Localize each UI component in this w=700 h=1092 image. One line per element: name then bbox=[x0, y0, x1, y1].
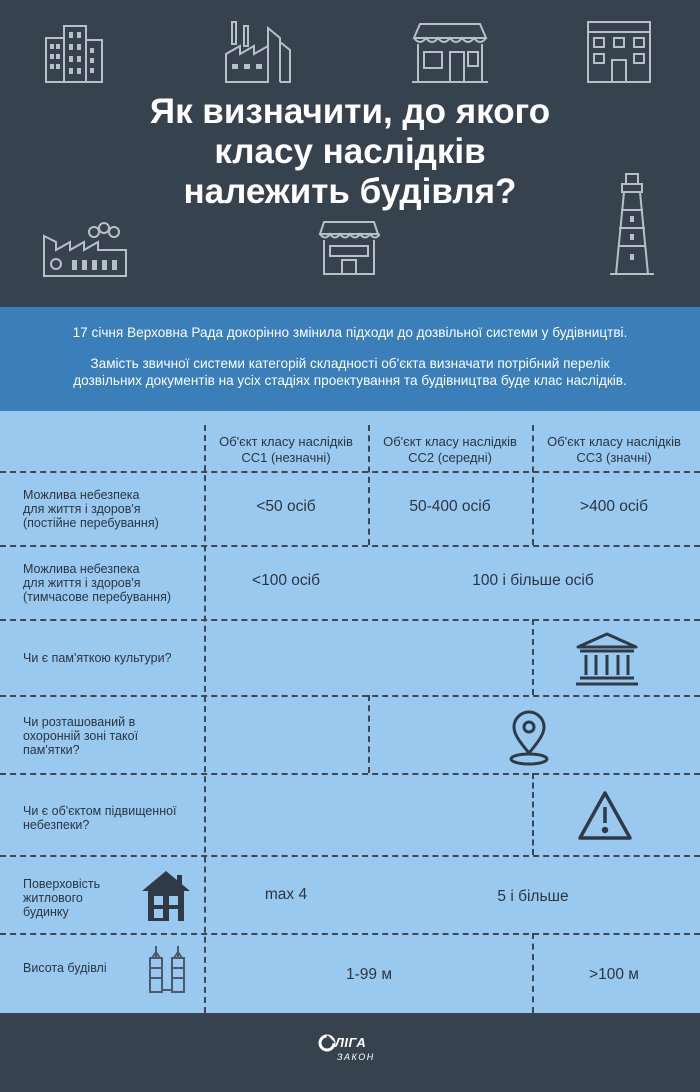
warning-icon bbox=[576, 789, 634, 843]
row-divider bbox=[0, 773, 700, 775]
cell-cc23-temporary: 100 і більше осіб bbox=[472, 572, 594, 589]
row-label-line: будинку bbox=[23, 905, 69, 919]
row-label-protected-zone bbox=[23, 715, 138, 757]
industrial-plant-icon bbox=[42, 222, 128, 278]
page-title bbox=[60, 92, 640, 212]
row-label-floors bbox=[23, 877, 100, 919]
intro-band bbox=[0, 307, 700, 411]
column-header-cc2 bbox=[370, 434, 530, 466]
row-label-line: Чи є об'єктом підвищенної bbox=[23, 804, 177, 818]
house-icon bbox=[141, 869, 191, 923]
column-divider bbox=[532, 619, 534, 695]
intro-line: дозвільних документів на усіх стадіях проектування та будівництва буде клас наслідків. bbox=[73, 373, 627, 388]
factory-icon bbox=[222, 20, 294, 86]
row-divider bbox=[0, 695, 700, 697]
title-line: Як визначити, до якого bbox=[149, 92, 551, 131]
monument-icon bbox=[574, 631, 640, 687]
intro-paragraph-2 bbox=[20, 355, 680, 389]
row-label-line: небезпеки? bbox=[23, 818, 90, 832]
row-label-cultural-monument bbox=[23, 651, 172, 665]
row-label-line: Висота будівлі bbox=[23, 961, 107, 975]
cell-cc3-height: >100 м bbox=[589, 966, 639, 983]
column-header-line: СС2 (середні) bbox=[408, 450, 492, 465]
cell-cc23-floors: 5 і більше bbox=[497, 888, 569, 905]
row-label-line: Чи є пам'яткою культури? bbox=[23, 651, 172, 665]
apartment-building-icon bbox=[584, 18, 654, 86]
row-label-line: для життя і здоров'я bbox=[23, 502, 141, 516]
cell-cc2-permanent: 50-400 осіб bbox=[409, 498, 491, 515]
liga-zakon-logo bbox=[318, 1033, 388, 1073]
intro-paragraph-1: 17 січня Верховна Рада докорінно змінила підходи до дозвільної системи у будівництві. bbox=[72, 325, 628, 340]
logo-name: ЛІГА bbox=[335, 1035, 367, 1050]
title-line: належить будівля? bbox=[183, 172, 517, 211]
logo-mark-icon bbox=[318, 1034, 336, 1052]
column-header-line: Об'єкт класу наслідків bbox=[383, 434, 517, 449]
row-divider bbox=[0, 471, 700, 473]
column-header-line: Об'єкт класу наслідків bbox=[547, 434, 681, 449]
column-divider bbox=[368, 695, 370, 773]
column-divider bbox=[532, 773, 534, 855]
intro-line: Замість звичної системи категорій складності об'єкта визначати потрібний перелік bbox=[90, 356, 610, 371]
row-label-high-danger bbox=[23, 804, 177, 832]
cell-cc1-floors: max 4 bbox=[264, 886, 308, 903]
cell-cc12-height: 1-99 м bbox=[346, 966, 392, 983]
row-label-temporary-stay bbox=[23, 562, 171, 604]
column-header-cc1 bbox=[206, 434, 366, 466]
column-header-line: Об'єкт класу наслідків bbox=[219, 434, 353, 449]
row-label-line: (тимчасове перебування) bbox=[23, 590, 172, 604]
office-building-icon bbox=[42, 22, 106, 86]
row-label-line: Можлива небезпека bbox=[23, 488, 140, 502]
logo-subtitle: ЗАКОН bbox=[337, 1052, 375, 1062]
column-header-line: СС3 (значні) bbox=[576, 450, 652, 465]
row-label-height bbox=[23, 961, 107, 975]
cell-cc3-permanent: >400 осіб bbox=[580, 498, 648, 515]
consequence-class-table bbox=[0, 411, 700, 1013]
location-pin-icon bbox=[504, 709, 554, 767]
cell-cc1-permanent: <50 осіб bbox=[256, 498, 316, 515]
header bbox=[0, 0, 700, 307]
row-divider bbox=[0, 545, 700, 547]
row-label-line: Можлива небезпека bbox=[23, 562, 140, 576]
row-label-permanent-stay bbox=[23, 488, 159, 530]
shop-icon bbox=[410, 20, 490, 86]
towers-icon bbox=[146, 944, 188, 994]
row-label-line: житлового bbox=[23, 891, 83, 905]
row-label-line: (постійне перебування) bbox=[23, 516, 159, 530]
row-label-line: Поверховість bbox=[23, 877, 101, 891]
row-label-line: пам'ятки? bbox=[23, 743, 80, 757]
column-header-cc3 bbox=[534, 434, 694, 466]
column-header-line: СС1 (незначні) bbox=[241, 450, 331, 465]
row-divider bbox=[0, 933, 700, 935]
row-divider bbox=[0, 619, 700, 621]
row-label-line: для життя і здоров'я bbox=[23, 576, 141, 590]
row-label-line: Чи розташований в bbox=[23, 715, 136, 729]
row-divider bbox=[0, 855, 700, 857]
cell-cc1-temporary: <100 осіб bbox=[252, 572, 320, 589]
row-label-line: охоронній зоні такої bbox=[23, 729, 139, 743]
title-line: класу наслідків bbox=[214, 132, 486, 171]
kiosk-icon bbox=[318, 218, 380, 278]
